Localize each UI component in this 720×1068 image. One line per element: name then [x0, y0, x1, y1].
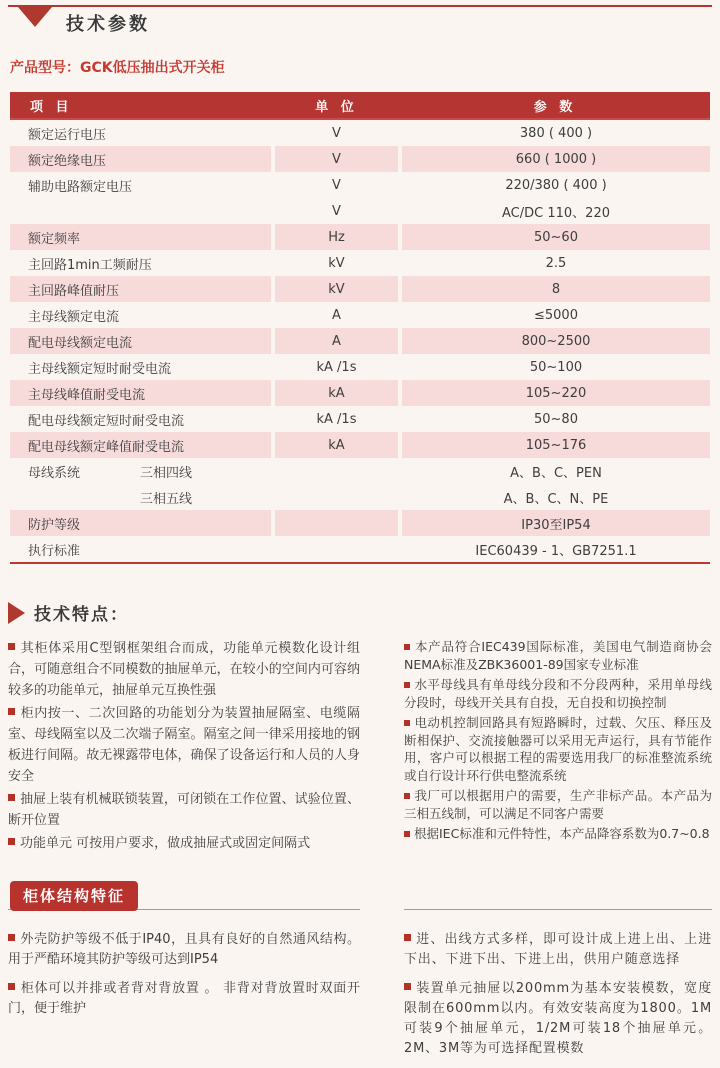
table-row: [10, 224, 710, 250]
value-label: 50~60: [534, 229, 578, 245]
value-label: IEC60439 - 1、GB7251.1: [475, 543, 637, 559]
unit-cell: [275, 302, 398, 328]
value-cell: [402, 276, 710, 302]
item-label: 防护等级: [28, 517, 81, 533]
bullet-square-icon: [8, 794, 15, 801]
item-cell: [10, 276, 271, 302]
item-sublabel: 三相五线: [140, 491, 193, 507]
feature-text: 水平母线具有单母线分段和不分段两种，采用单母线分段时，母线开关具有自投，无自投和切换控制: [404, 677, 712, 710]
unit-cell: [275, 328, 398, 354]
item-label: 主回路峰值耐压: [28, 283, 120, 299]
item-sublabel: 三相四线: [140, 465, 193, 481]
table-row: [10, 406, 710, 432]
feature-item: [404, 825, 712, 843]
value-label: 105~220: [525, 385, 587, 401]
table-row: [10, 380, 710, 406]
value-label: 380 ( 400 ): [519, 125, 593, 141]
unit-label: A: [332, 333, 341, 349]
unit-cell: [275, 354, 398, 380]
feature-item: [8, 638, 360, 701]
structure-item: [8, 930, 360, 970]
value-label: ≤5000: [534, 307, 578, 323]
feature-item: [8, 833, 360, 854]
item-cell: [10, 328, 271, 354]
item-cell: [10, 380, 271, 406]
item-cell: [10, 406, 271, 432]
structure-item: [404, 930, 712, 970]
item-cell: [10, 536, 271, 562]
item-label: 辅助电路额定电压: [28, 179, 133, 195]
bullet-square-icon: [404, 983, 411, 990]
unit-label: kV: [328, 255, 345, 271]
item-cell: [10, 484, 271, 510]
item-cell: [10, 458, 271, 484]
features-title: 技术特点：: [34, 605, 129, 625]
feature-text: 本产品符合IEC439国际标准，美国电气制造商协会NEMA标准及ZBK36001-89国家专业标准: [404, 639, 712, 672]
unit-label: V: [332, 203, 341, 219]
page-title: 技术参数: [66, 14, 150, 35]
unit-label: V: [332, 151, 341, 167]
feature-item: [404, 787, 712, 822]
bullet-square-icon: [8, 934, 15, 941]
structure-section-badge: 柜体结构特征: [10, 881, 138, 911]
value-label: 105~176: [525, 437, 587, 453]
structure-text: 装置单元抽屉以200mm为基本安装模数，宽度限制在600mm以内。有效安装高度为1800。1M可装9个抽屉单元，1/2M可装18个抽屉单元。2M、3M等为可选择配置模数: [404, 981, 712, 1056]
table-row: [10, 484, 710, 510]
table-row: [10, 302, 710, 328]
value-cell: [402, 302, 710, 328]
value-label: 220/380 ( 400 ): [505, 177, 607, 193]
unit-cell: [275, 380, 398, 406]
item-label: 主母线额定电流: [28, 309, 120, 325]
section-header-tech-features: [8, 600, 720, 625]
value-cell: [402, 406, 710, 432]
item-cell: [10, 146, 271, 172]
product-model: 产品型号：GCK低压抽出式开关柜: [10, 60, 225, 76]
value-cell: [402, 224, 710, 250]
section-header-tech-params: [0, 7, 720, 36]
bullet-square-icon: [404, 934, 411, 941]
feature-text: 功能单元 可按用户要求，做成抽屉式或固定间隔式: [20, 836, 311, 851]
item-label: 执行标准: [28, 543, 81, 559]
item-label: 主母线峰值耐受电流: [28, 387, 146, 403]
unit-cell: [275, 172, 398, 198]
value-cell: [402, 458, 710, 484]
item-cell: [10, 302, 271, 328]
item-cell: [10, 250, 271, 276]
triangle-right-icon: [8, 602, 25, 624]
table-row: [10, 536, 710, 562]
value-cell: [402, 250, 710, 276]
item-cell: [10, 198, 271, 224]
features-right-column: [404, 638, 712, 856]
column-header-item: 项 目: [30, 99, 73, 115]
unit-label: Hz: [328, 229, 345, 245]
table-row: [10, 458, 710, 484]
feature-item: [404, 676, 712, 711]
value-cell: [402, 432, 710, 458]
value-cell: [402, 198, 710, 224]
value-cell: [402, 328, 710, 354]
table-row: [10, 354, 710, 380]
feature-text: 电动机控制回路具有短路瞬时，过载、欠压、释压及断相保护、交流接触器可以采用无声运行，具有节能作用，客户可以根据工程的需要选用我厂的标准整流系统或自行设计环行供电整流系统: [404, 715, 712, 783]
spec-table: [10, 92, 710, 562]
value-label: 2.5: [545, 255, 567, 271]
unit-label: V: [332, 125, 341, 141]
feature-text: 根据IEC标准和元件特性，本产品降容系数为0.7~0.8: [414, 826, 710, 841]
table-bottom-rule: [10, 562, 710, 564]
value-label: 660 ( 1000 ): [515, 151, 597, 167]
bullet-square-icon: [404, 720, 410, 726]
item-label: 母线系统: [28, 465, 81, 481]
unit-cell: [275, 432, 398, 458]
unit-cell: [275, 250, 398, 276]
item-label: 额定运行电压: [28, 127, 107, 143]
bullet-square-icon: [404, 682, 410, 688]
unit-label: kA /1s: [316, 411, 357, 427]
value-cell: [402, 536, 710, 562]
feature-item: [8, 789, 360, 831]
spec-table-body: [10, 120, 710, 562]
unit-cell: [275, 198, 398, 224]
table-row: [10, 276, 710, 302]
unit-label: kA /1s: [316, 359, 357, 375]
item-label: 主回路1min工频耐压: [28, 257, 152, 273]
unit-label: V: [332, 177, 341, 193]
table-row: [10, 250, 710, 276]
table-row: [10, 146, 710, 172]
feature-item: [404, 638, 712, 673]
table-row: [10, 432, 710, 458]
unit-cell: [275, 120, 398, 146]
table-row: [10, 172, 710, 198]
item-label: 额定绝缘电压: [28, 153, 107, 169]
value-label: AC/DC 110、220: [502, 205, 610, 221]
structure-text: 外壳防护等级不低于IP40，且具有良好的自然通风结构。用于严酷环境其防护等级可达到IP54: [8, 932, 360, 967]
unit-label: kA: [328, 437, 345, 453]
feature-item: [8, 703, 360, 787]
feature-text: 柜内按一、二次回路的功能划分为装置抽屉隔室、电缆隔室、母线隔室以及二次端子隔室。隔室之间一律采用接地的钢板进行间隔。故无裸露带电体，确保了设备运行和人员的人身安全: [8, 706, 360, 784]
value-cell: [402, 354, 710, 380]
item-cell: [10, 510, 271, 536]
unit-label: A: [332, 307, 341, 323]
item-label: 配电母线额定峰值耐受电流: [28, 439, 185, 455]
item-cell: [10, 172, 271, 198]
feature-text: 我厂可以根据用户的需要，生产非标产品。本产品为三相五线制，可以满足不同客户需要: [404, 788, 712, 821]
value-label: A、B、C、N、PE: [503, 491, 609, 507]
bullet-square-icon: [404, 831, 410, 837]
bullet-square-icon: [8, 838, 15, 845]
table-row: [10, 510, 710, 536]
unit-cell: [275, 224, 398, 250]
unit-label: kA: [328, 385, 345, 401]
value-label: IP30至IP54: [521, 517, 591, 533]
value-label: 50~80: [534, 411, 578, 427]
value-cell: [402, 120, 710, 146]
value-cell: [402, 172, 710, 198]
item-label: 配电母线额定电流: [28, 335, 133, 351]
item-cell: [10, 120, 271, 146]
unit-cell: [275, 536, 398, 562]
value-label: 50~100: [529, 359, 583, 375]
item-cell: [10, 432, 271, 458]
bullet-square-icon: [8, 708, 15, 715]
unit-label: kV: [328, 281, 345, 297]
value-cell: [402, 146, 710, 172]
column-header-param: 参 数: [533, 99, 577, 115]
structure-right-column: [404, 930, 712, 1068]
value-cell: [402, 380, 710, 406]
feature-text: 抽屉上装有机械联锁装置，可闭锁在工作位置、试验位置、断开位置: [8, 792, 360, 828]
bullet-square-icon: [404, 793, 410, 799]
unit-cell: [275, 406, 398, 432]
structure-item: [404, 979, 712, 1059]
bullet-square-icon: [8, 643, 15, 650]
value-cell: [402, 484, 710, 510]
item-label: 额定频率: [28, 231, 81, 247]
item-cell: [10, 224, 271, 250]
divider-right: [404, 909, 712, 910]
features-left-column: [8, 638, 360, 856]
table-row: [10, 198, 710, 224]
structure-left-column: [8, 930, 360, 1068]
unit-cell: [275, 484, 398, 510]
structure-text: 进、出线方式多样，即可设计成上进上出、上进下出、下进下出、下进上出，供用户随意选择: [404, 932, 712, 967]
unit-cell: [275, 510, 398, 536]
column-header-unit: 单 位: [315, 99, 358, 115]
table-row: [10, 120, 710, 146]
item-cell: [10, 354, 271, 380]
structure-item: [8, 979, 360, 1019]
table-header-row: [10, 92, 710, 120]
value-cell: [402, 510, 710, 536]
item-label: 主母线额定短时耐受电流: [28, 361, 172, 377]
unit-cell: [275, 276, 398, 302]
feature-text: 其柜体采用C型钢框架组合而成，功能单元模数化设计组合，可随意组合不同模数的抽屉单元，在较小的空间内可容纳较多的功能单元，抽屉单元互换性强: [8, 641, 360, 698]
table-row: [10, 328, 710, 354]
value-label: 800~2500: [521, 333, 591, 349]
bullet-square-icon: [404, 644, 410, 650]
unit-cell: [275, 146, 398, 172]
value-label: 8: [551, 281, 561, 297]
triangle-down-icon: [18, 7, 52, 27]
feature-item: [404, 714, 712, 784]
value-label: A、B、C、PEN: [510, 465, 602, 481]
bullet-square-icon: [8, 983, 15, 990]
unit-cell: [275, 458, 398, 484]
structure-text: 柜体可以并排或者背对背放置 。 非背对背放置时双面开门，便于维护: [8, 981, 360, 1016]
item-label: 配电母线额定短时耐受电流: [28, 413, 185, 429]
